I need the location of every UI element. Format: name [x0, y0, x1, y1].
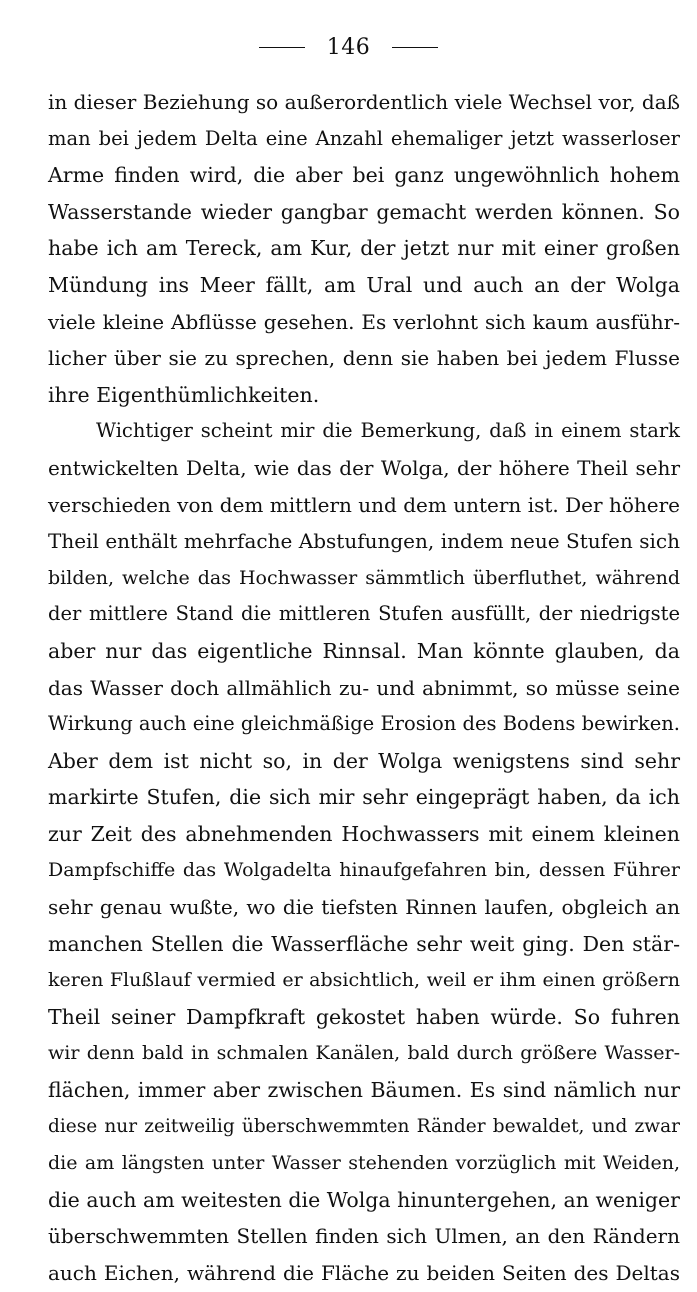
body-text	[48, 84, 680, 1292]
text-line: wir denn bald in schmalen Kanälen, bald durch größere Wasser-	[48, 1042, 680, 1065]
paragraph-2	[48, 413, 680, 1291]
page-header	[0, 32, 697, 62]
text-line: licher über sie zu sprechen, denn sie haben bei jedem Flusse	[48, 346, 680, 371]
text-line: manchen Stellen die Wasserfläche sehr weit ging. Den stär-	[48, 931, 680, 956]
text-line: man bei jedem Delta eine Anzahl ehemaliger jetzt wasserloser	[48, 126, 680, 150]
text-line: zur Zeit des abnehmenden Hochwassers mit einem kleinen	[48, 821, 680, 846]
text-line: viele kleine Abflüsse gesehen. Es verlohnt sich kaum ausführ-	[48, 309, 680, 334]
text-line: Mündung ins Meer fällt, am Ural und auch an der Wolga	[48, 272, 680, 297]
text-line: Theil enthält mehrfache Abstufungen, indem neue Stufen sich	[48, 529, 680, 554]
text-line: der mittlere Stand die mittleren Stufen ausfüllt, der niedrigste	[48, 602, 680, 626]
page-number: 146	[326, 34, 371, 60]
paragraph-1	[48, 84, 680, 413]
text-line: verschieden von dem mittlern und dem untern ist. Der höhere	[48, 492, 680, 517]
text-line: Arme finden wird, die aber bei ganz ungewöhnlich hohem	[48, 163, 680, 188]
text-line: überschwemmten Stellen finden sich Ulmen, an den Rändern	[48, 1224, 680, 1249]
text-line: auch Eichen, während die Fläche zu beiden Seiten des Deltas	[48, 1261, 680, 1285]
text-line: die am längsten unter Wasser stehenden vorzüglich mit Weiden,	[48, 1152, 680, 1175]
text-line: Wirkung auch eine gleichmäßige Erosion des Bodens bewirken.	[48, 712, 680, 736]
text-line: Theil seiner Dampfkraft gekostet haben würde. So fuhren	[48, 1004, 680, 1029]
text-line: die auch am weitesten die Wolga hinuntergehen, an weniger	[48, 1187, 680, 1212]
text-line: ihre Eigenthümlichkeiten.	[48, 382, 320, 407]
text-line: keren Flußlauf vermied er absichtlich, weil er ihm einen größern	[48, 969, 680, 992]
text-line: in dieser Beziehung so außerordentlich viele Wechsel vor, daß	[48, 90, 680, 114]
text-line: habe ich am Tereck, am Kur, der jetzt nur mit einer großen	[48, 236, 680, 261]
header-rule-left	[259, 47, 305, 48]
text-line: sehr genau wußte, wo die tiefsten Rinnen laufen, obgleich an	[48, 895, 680, 920]
text-line: Aber dem ist nicht so, in der Wolga wenigstens sind sehr	[48, 748, 680, 773]
text-line: aber nur das eigentliche Rinnsal. Man könnte glauben, da	[48, 638, 680, 663]
header-rule-right	[392, 47, 438, 48]
text-line: das Wasser doch allmählich zu- und abnimmt, so müsse seine	[48, 675, 680, 700]
text-line: flächen, immer aber zwischen Bäumen. Es sind nämlich nur	[48, 1078, 680, 1103]
text-line: diese nur zeitweilig überschwemmten Ränder bewaldet, und zwar	[48, 1115, 680, 1137]
text-line: Wasserstande wieder gangbar gemacht werden können. So	[48, 199, 680, 224]
text-line: bilden, welche das Hochwasser sämmtlich überfluthet, während	[48, 566, 680, 589]
text-line: Wichtiger scheint mir die Bemerkung, daß in einem stark	[96, 419, 680, 443]
text-line: entwickelten Delta, wie das der Wolga, der höhere Theil sehr	[48, 455, 680, 480]
text-line: Dampfschiffe das Wolgadelta hinaufgefahren bin, dessen Führer	[48, 859, 680, 882]
text-line: markirte Stufen, die sich mir sehr eingeprägt haben, da ich	[48, 785, 680, 810]
